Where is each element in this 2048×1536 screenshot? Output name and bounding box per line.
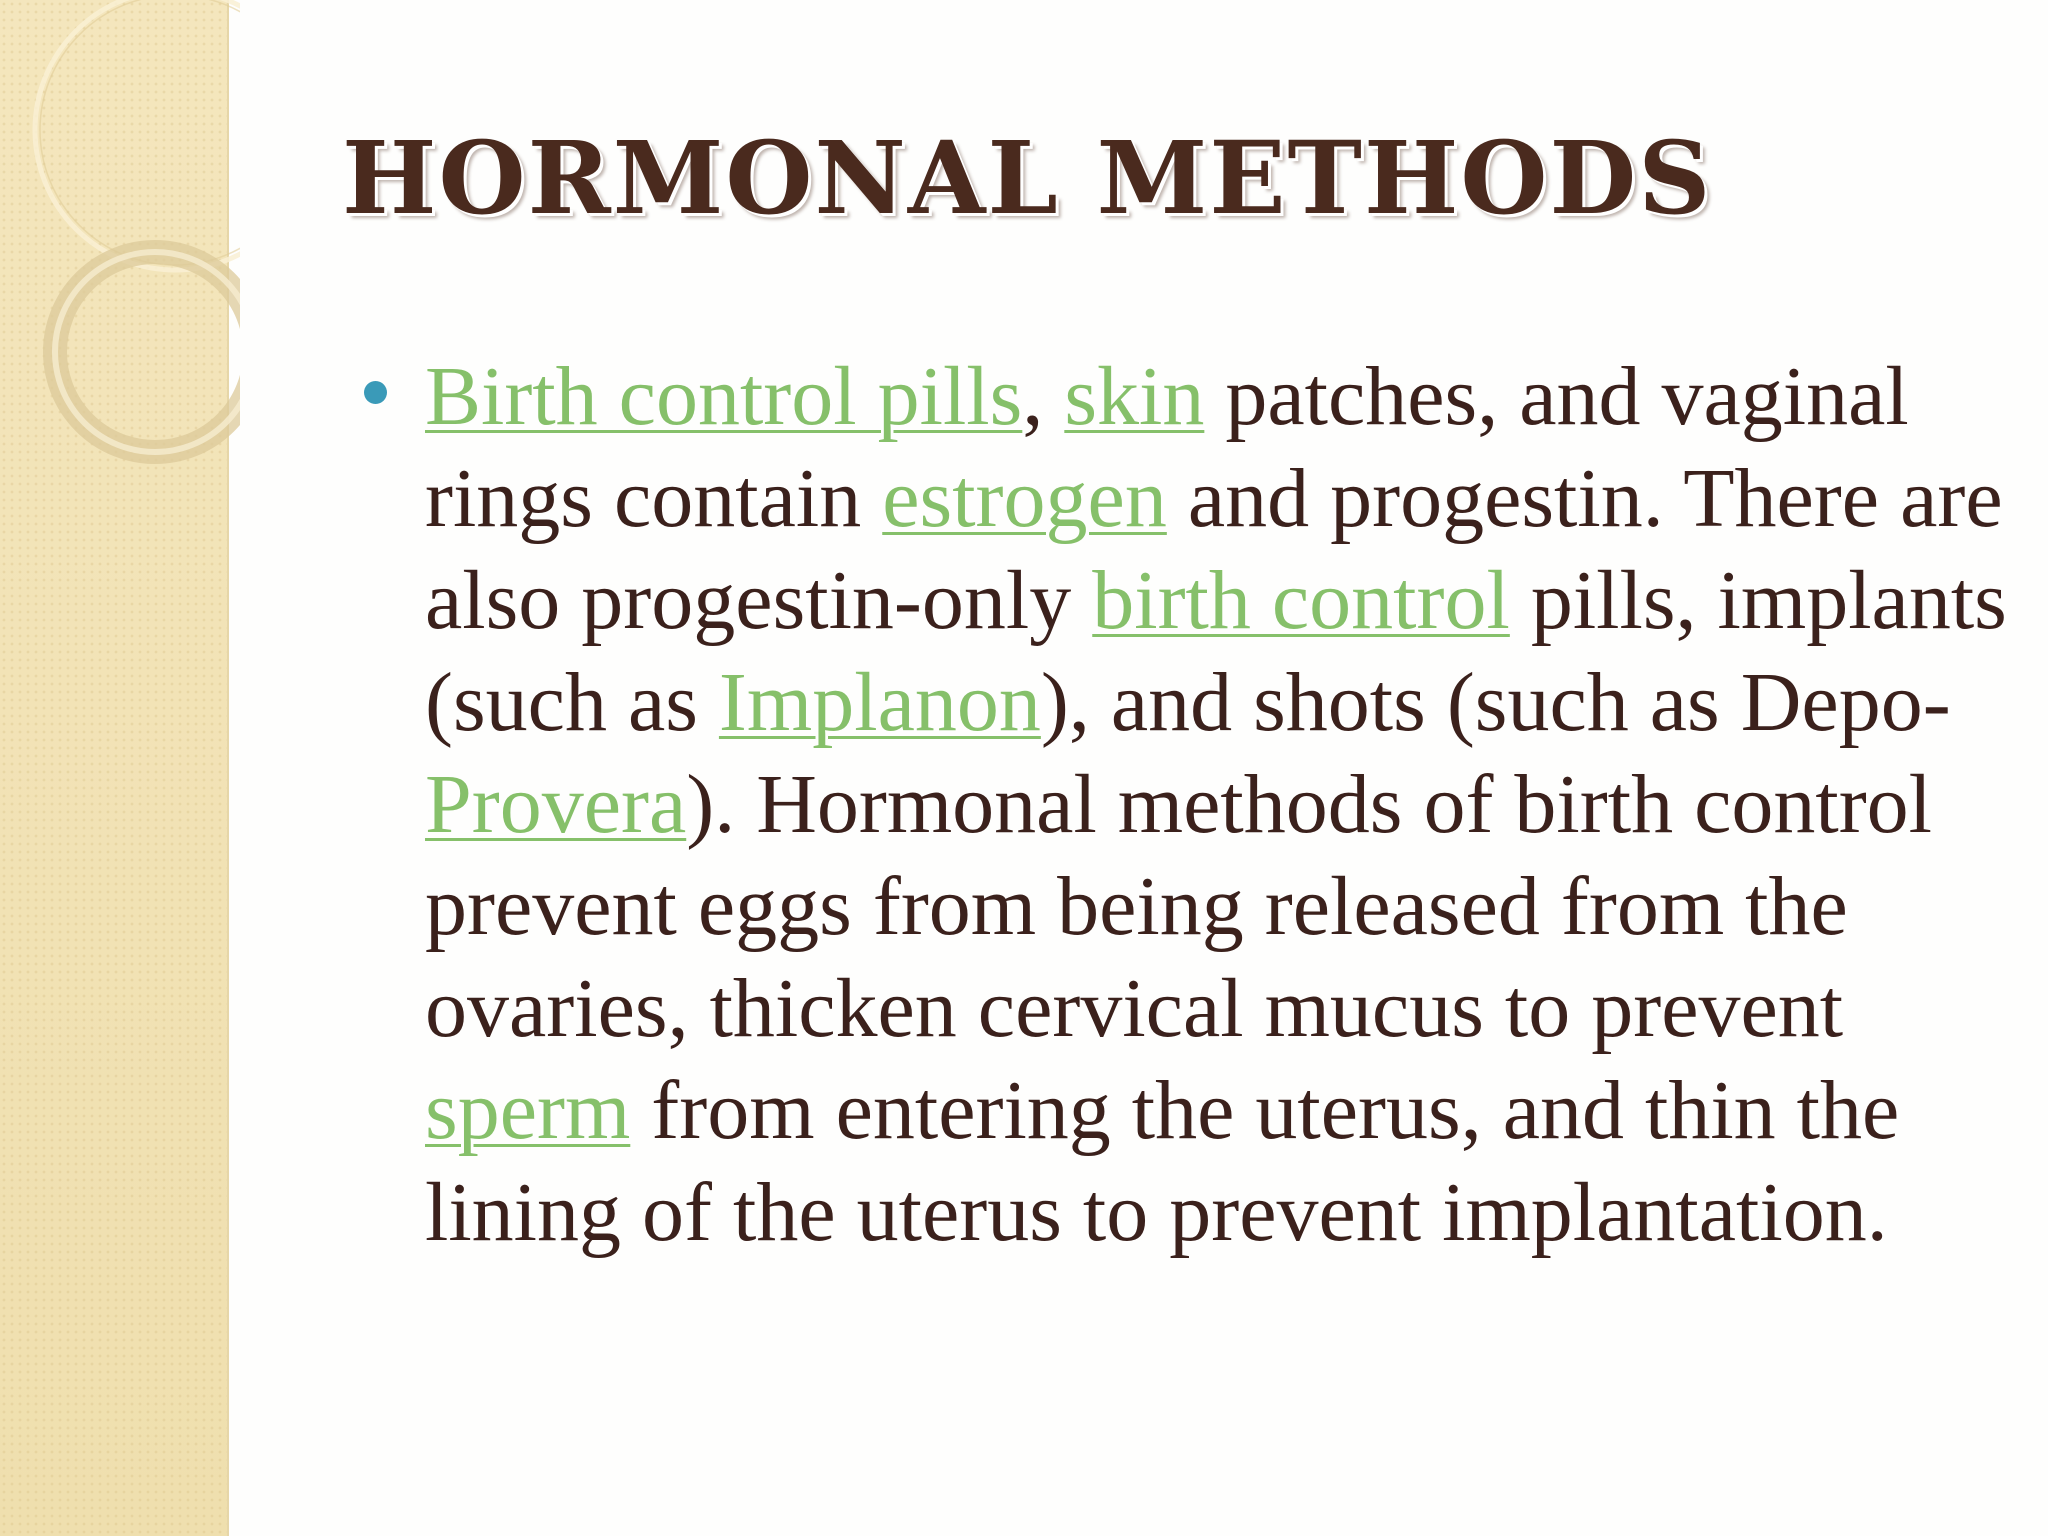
decorative-rings <box>0 0 240 520</box>
text-segment: pills, implants (such as <box>425 554 2007 749</box>
text-segment: from entering the uterus, and thin the lining of the uterus to prevent implantation. <box>425 1064 1900 1259</box>
bullet-dot-icon <box>364 381 387 404</box>
link-estrogen[interactable]: estrogen <box>882 452 1167 545</box>
link-implanon[interactable]: Implanon <box>718 656 1041 749</box>
text-segment: patches, and vaginal rings contain <box>425 350 1909 545</box>
link-birth-control-pills[interactable]: Birth control pills <box>425 350 1023 443</box>
decorative-ring-large <box>35 0 240 270</box>
link-provera[interactable]: Provera <box>425 758 687 851</box>
link-skin[interactable]: skin <box>1064 350 1205 443</box>
text-segment: ). Hormonal methods of birth control prevent eggs from being released from the ovaries, thicken cervical mucus to prevent <box>425 758 1933 1055</box>
text-segment: and progestin. There are also progestin-only <box>425 452 2003 647</box>
link-birth-control[interactable]: birth control <box>1092 554 1510 647</box>
slide-title: HORMONAL METHODS <box>342 119 1713 237</box>
bullet-text <box>425 346 2015 1264</box>
text-segment: ), and shots (such as Depo- <box>1040 656 1951 749</box>
link-sperm[interactable]: sperm <box>425 1064 631 1157</box>
text-segment: , <box>1022 350 1065 443</box>
